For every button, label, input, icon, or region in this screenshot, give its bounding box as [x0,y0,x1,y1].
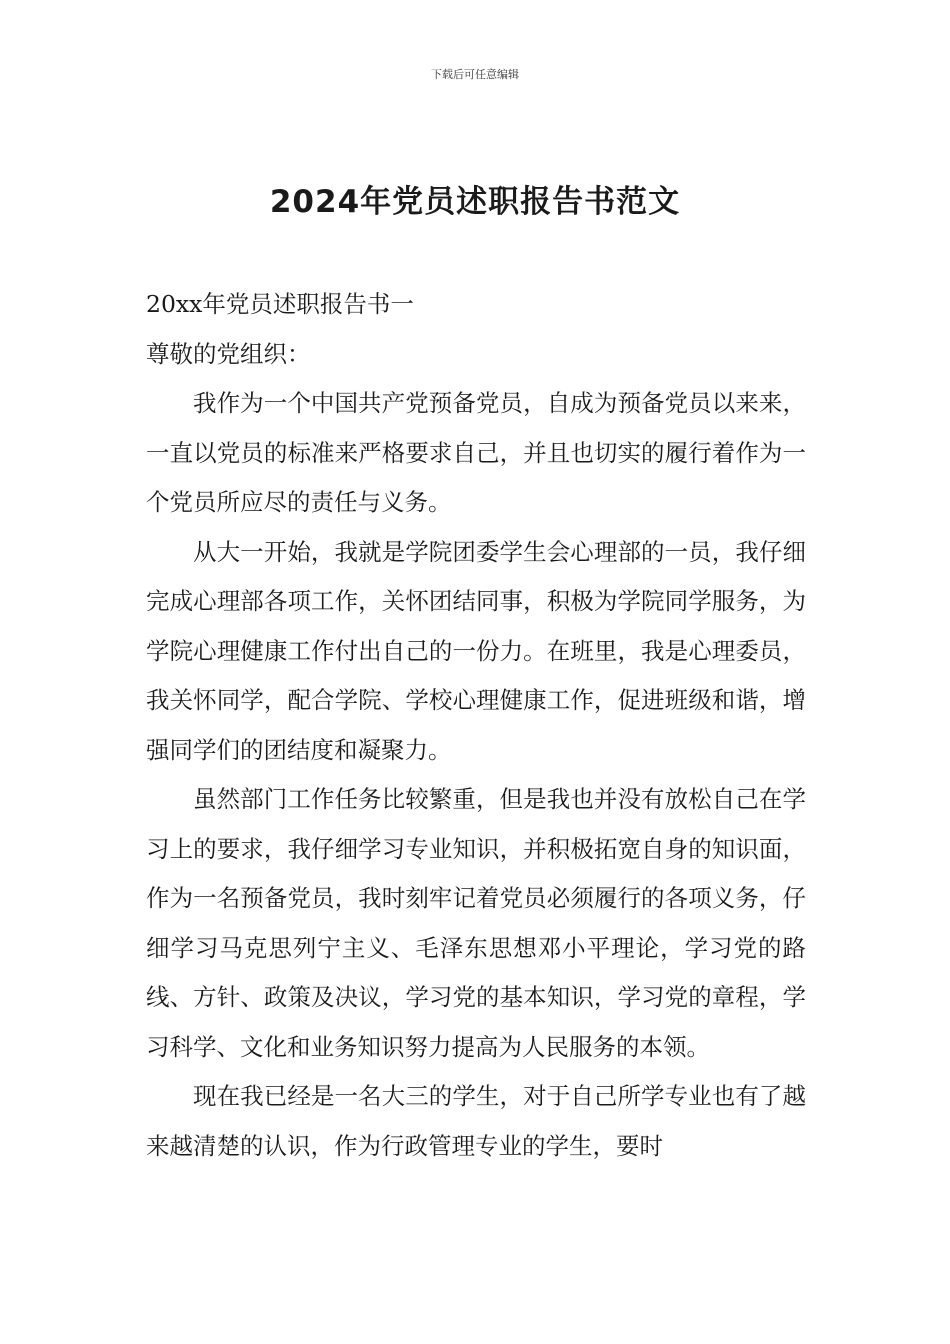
paragraph: 虽然部门工作任务比较繁重，但是我也并没有放松自己在学习上的要求，我仔细学习专业知识，并积极拓宽自身的知识面，作为一名预备党员，我时刻牢记着党员必须履行的各项义务，仔细学习马克思列宁主义、毛泽东思想邓小平理论，学习党的路线、方针、政策及决议，学习党的基本知识，学习党的章程，学习科学、文化和业务知识努力提高为人民服务的本领。 [146,785,806,1061]
salutation: 尊敬的党组织： [146,339,311,368]
report-subtitle: 20xx年党员述职报告书一 [146,290,414,318]
document-body [146,280,806,1171]
paragraph: 我作为一个中国共产党预备党员，自成为预备党员以来来，一直以党员的标准来严格要求自己，并且也切实的履行着作为一个党员所应尽的责任与义务。 [146,389,806,516]
document-title: 2024年党员述职报告书范文 [269,184,681,220]
paragraph: 现在我已经是一名大三的学生，对于自己所学专业也有了越来越清楚的认识，作为行政管理专业的学生，要时 [146,1082,806,1160]
header-note: 下载后可任意编辑 [431,68,519,81]
paragraph: 从大一开始，我就是学院团委学生会心理部的一员，我仔细完成心理部各项工作，关怀团结同事，积极为学院同学服务，为学院心理健康工作付出自己的一份力。在班里，我是心理委员，我关怀同学，配合学院、学校心理健康工作，促进班级和谐，增强同学们的团结度和凝聚力。 [146,537,806,764]
